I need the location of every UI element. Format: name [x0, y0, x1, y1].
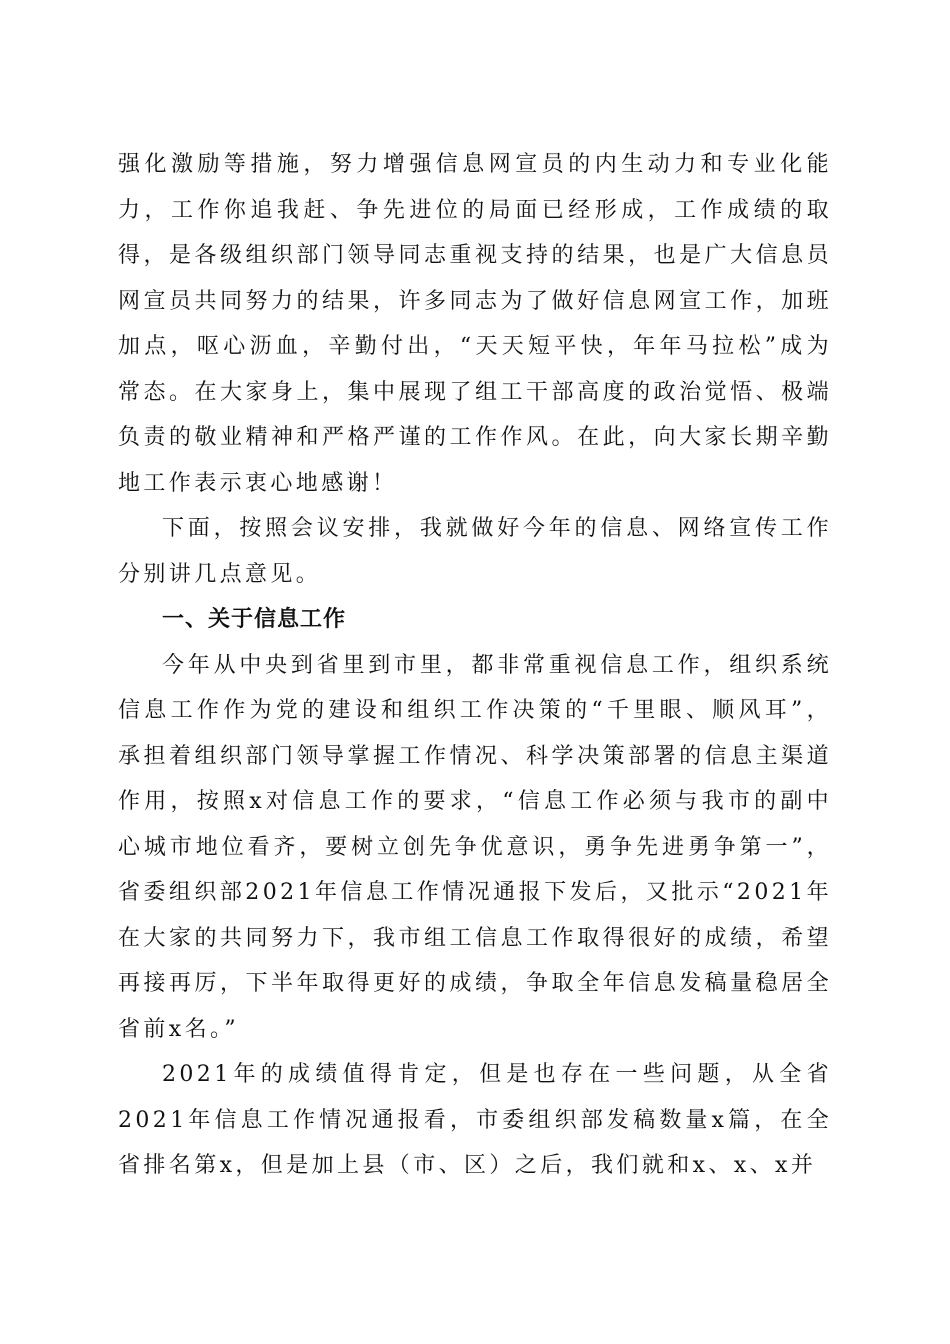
- paragraph-meeting-intro: 下面，按照会议安排，我就做好今年的信息、网络宣传工作分别讲几点意见。: [118, 516, 832, 587]
- paragraph-2021-results: 2021年的成绩值得肯定，但是也存在一些问题，从全省2021年信息工作情况通报看，市委组织部发稿数量x篇，在全省排名第x，但是加上县（市、区）之后，我们就和x、x、x并: [118, 1062, 832, 1178]
- paragraph-information-importance: 今年从中央到省里到市里，都非常重视信息工作，组织系统信息工作作为党的建设和组织工作决策的“千里眼、顺风耳”，承担着组织部门领导掌握工作情况、科学决策部署的信息主渠道作用，按照x对信息工作的要求，“信息工作必须与我市的副中心城市地位看齐，要树立创先争优意识，勇争先进勇争第一”，省委组织部2021年信息工作情况通报下发后，又批示“2021年在大家的共同努力下，我市组工信息工作取得很好的成绩，希望再接再厉，下半年取得更好的成绩，争取全年信息发稿量稳居全省前x名。”: [118, 652, 832, 1042]
- document-body: [118, 142, 832, 1189]
- paragraph-gratitude: 强化激励等措施，努力增强信息网宣员的内生动力和专业化能力，工作你追我赶、争先进位的局面已经形成，工作成绩的取得，是各级组织部门领导同志重视支持的结果，也是广大信息员网宣员共同努力的结果，许多同志为了做好信息网宣工作，加班加点，呕心沥血，辛勤付出，“天天短平快，年年马拉松”成为常态。在大家身上，集中展现了组工干部高度的政治觉悟、极端负责的敬业精神和严格严谨的工作作风。在此，向大家长期辛勤地工作表示衷心地感谢！: [118, 152, 832, 496]
- section-heading-information-work: 一、关于信息工作: [162, 607, 347, 632]
